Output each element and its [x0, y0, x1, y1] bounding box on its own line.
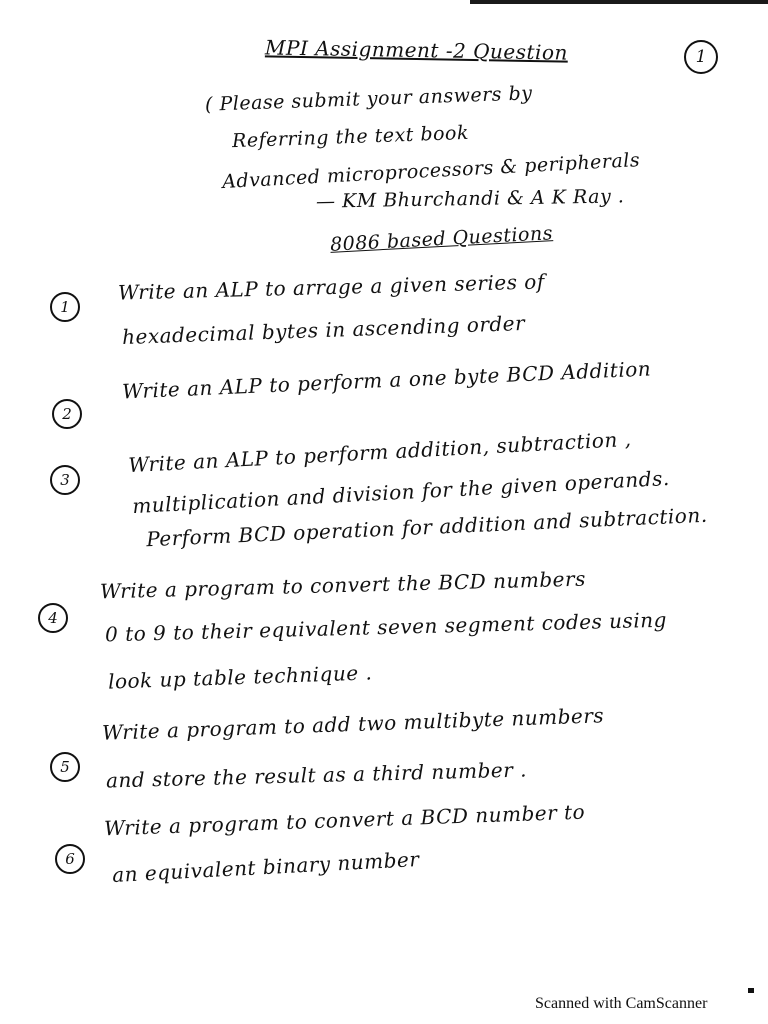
question-3-line-2: multiplication and division for the given operands. — [131, 465, 671, 519]
intro-line-1: ( Please submit your answers by — [204, 82, 533, 116]
question-2-line-1: Write an ALP to perform a one byte BCD Addition — [121, 356, 652, 404]
question-1-number: 1 — [50, 292, 80, 322]
question-5-number: 5 — [50, 752, 80, 782]
question-6-line-2: an equivalent binary number — [111, 846, 420, 888]
question-4-number: 4 — [38, 603, 68, 633]
question-4-line-1: Write a program to convert the BCD numbers — [99, 566, 587, 604]
question-2-number: 2 — [52, 399, 82, 429]
question-1-line-1: Write an ALP to arrage a given series of — [117, 269, 546, 305]
scan-corner-mark — [748, 988, 754, 993]
question-4-line-2: 0 to 9 to their equivalent seven segment codes using — [104, 607, 668, 647]
intro-line-2: Referring the text book — [231, 121, 470, 153]
page-title: MPI Assignment -2 Question — [264, 35, 569, 65]
question-3-line-3: Perform BCD operation for addition and subtraction. — [145, 502, 709, 552]
question-3-number: 3 — [50, 465, 80, 495]
question-5-line-2: and store the result as a third number . — [105, 757, 528, 793]
scanner-watermark: Scanned with CamScanner — [535, 995, 708, 1012]
question-4-line-3: look up table technique . — [107, 660, 373, 694]
intro-line-4: — KM Bhurchandi & A K Ray . — [315, 185, 625, 213]
intro-line-3: Advanced microprocessors & peripherals — [221, 149, 641, 193]
question-3-line-1: Write an ALP to perform addition, subtraction , — [127, 426, 633, 478]
page-number: 1 — [684, 40, 718, 74]
question-1-line-2: hexadecimal bytes in ascending order — [121, 310, 526, 350]
question-6-number: 6 — [55, 844, 85, 874]
question-5-line-1: Write a program to add two multibyte numbers — [101, 703, 605, 745]
question-6-line-1: Write a program to convert a BCD number to — [103, 799, 586, 841]
scan-edge-shadow — [470, 0, 768, 4]
section-heading: 8086 based Questions — [329, 222, 554, 256]
